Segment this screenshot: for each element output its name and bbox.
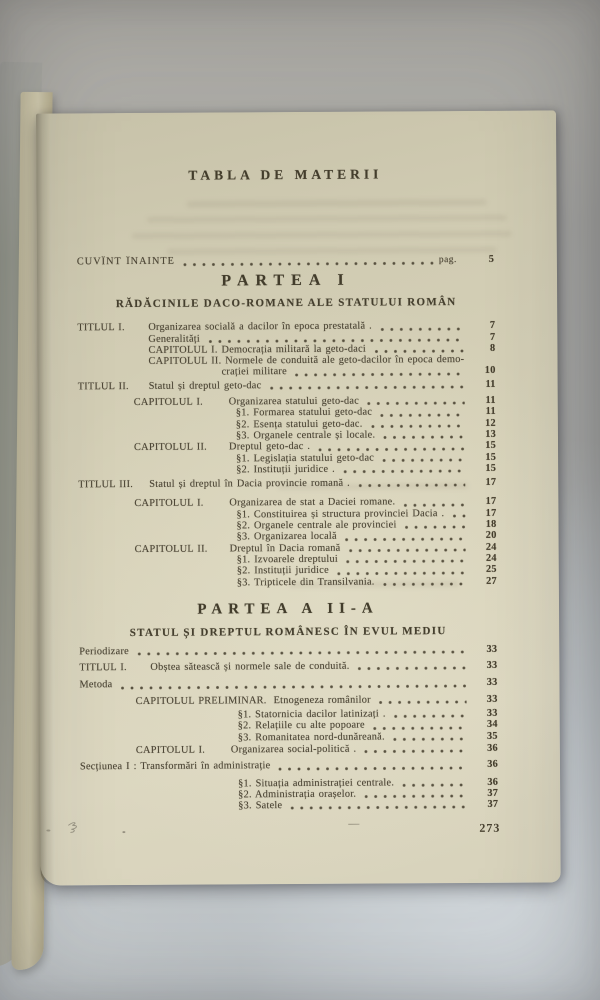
toc-entry-continuation [222,365,496,378]
toc-entry [238,730,498,743]
toc-entry [148,354,495,367]
entry-page: 25 [485,564,497,576]
dot-leader [452,514,465,518]
toc-entries [77,320,497,589]
foreword-label: CUVÎNT ÎNAINTE [76,255,175,268]
entry-page: 13 [485,428,497,440]
dot-leader [382,458,465,463]
entry-page: 8 [490,342,496,354]
toc-entry [79,660,497,674]
pag-label: pag. [438,255,457,266]
book-page [36,110,561,885]
entry-page: 11 [485,406,496,418]
entry-text: §2. Relațiile cu alte popoare [237,719,365,732]
part-heading: PARTEA I [221,271,351,290]
entry-page: 33 [486,693,498,705]
dot-leader [393,737,467,741]
entry-page: 36 [487,742,498,754]
entry-text: §2. Instituții juridice . [236,463,335,476]
entry-text: Generalități [148,333,201,345]
dot-leader [346,559,466,564]
entry-text: §3. Tripticele din Transilvania. [236,576,375,588]
entry-prefix: CAPITOLUL II. [134,543,208,555]
entry-text: §2. Esența statului geto-dac. [235,418,363,431]
entry-page: 24 [485,541,497,553]
dot-leader [364,749,467,754]
toc-part-1 [77,270,497,589]
entry-text: Obștea sătească și normele sale de conduită. [150,660,350,674]
toc-entry [136,743,498,757]
dot-leader [269,385,464,390]
dot-leader [383,435,465,439]
entry-text: CAPITOLUL II. Normele de conduită ale geto-dacilor în epoca demo- [148,354,465,368]
entry-text: §1. Formarea statului geto-dac [235,406,373,419]
dot-leader [343,469,465,474]
entry-page: 10 [484,365,496,377]
toc-entries [79,644,498,813]
toc-entry [78,379,496,393]
dot-leader [290,805,467,810]
entry-prefix: TITLUL I. [79,662,127,674]
entry-page: 35 [486,730,498,742]
entry-text: §3. Organele centrale și locale. [235,429,376,442]
entry-text: §2. Organele centrale ale provinciei [236,519,397,532]
dot-leader [380,413,465,418]
entry-text: Organizarea statului geto-dac [228,395,360,408]
toc-entry [79,677,497,691]
entry-page: 15 [485,440,497,452]
folio-number: 273 [479,820,501,835]
entry-page: 36 [487,758,499,771]
entry-page: 12 [485,417,496,429]
entry-page: 37 [487,798,499,810]
dot-leader [348,548,465,553]
entry-text: Etnogeneza românilor [273,694,371,706]
dot-leader [183,261,434,267]
entry-text: §1. Constituirea și structura provinciei Dacia . [236,507,445,521]
dot-leader [295,372,465,377]
page-title: TABLA DE MATERII [188,166,383,183]
dot-leader [383,582,466,587]
dot-leader [345,537,466,542]
entry-page: 36 [487,776,499,788]
dot-leader [137,650,466,656]
dot-leader [367,401,465,406]
entry-text: §3. Satele [238,800,283,812]
entry-text: §3. Romanitatea nord-dunăreană. [237,731,385,743]
toc-sections [77,270,498,813]
dot-leader [364,794,467,799]
dot-leader [120,684,466,690]
toc-entry [80,759,498,773]
dot-leader [337,571,466,576]
part-subheading: RĂDĂCINILE DACO-ROMANE ALE STATULUI ROMÂN [115,296,457,311]
entry-text: §1. Legislația statului geto-dac [236,452,375,464]
entry-text: Organizarea de stat a Daciei romane. [229,496,396,509]
dot-leader [394,714,467,718]
toc-entry [237,575,497,588]
toc-entry [136,693,498,707]
dot-leader [278,765,467,770]
entry-page: 17 [485,507,497,519]
toc-entry [236,463,496,476]
entry-page: 11 [485,378,496,390]
entry-prefix: TITLUL I. [77,322,125,334]
entry-page: 20 [485,530,497,542]
entry-page: 17 [485,496,497,508]
toc-entry [79,644,497,658]
entry-prefix: CAPITOLUL I. [133,396,204,409]
entry-page: 11 [485,394,496,406]
part-subheading: STATUL ȘI DREPTUL ROMÂNESC ÎN EVUL MEDIU [129,624,447,639]
entry-prefix: CAPITOLUL PRELIMINAR. [135,694,267,707]
entry-text: crației militare [221,366,287,378]
dot-leader [402,783,467,787]
entry-text: CAPITOLUL I. Democrația militară la geto-daci [148,343,367,356]
dash-mark: — [348,817,360,830]
entry-text: Organizarea socială a dacilor în epoca prestatală . [148,320,373,334]
pencil-mark-icon [64,817,86,839]
entry-text: §1. Situația administrației centrale. [238,776,395,789]
entry-page: 18 [485,518,497,530]
entry-text: Dreptul geto-dac . [229,441,311,453]
dot-leader [405,525,466,529]
entry-page: 33 [486,677,498,689]
entry-page: 24 [485,552,497,564]
dot-leader [374,349,464,354]
entry-prefix: TITLUL II. [77,380,129,393]
entry-page: 33 [486,643,498,655]
entry-prefix: CAPITOLUL I. [135,744,206,756]
entry-page: 34 [486,719,498,731]
paper-speck [46,830,50,832]
entry-text: Statul și dreptul în Dacia provincie romană . [149,477,350,491]
entry-text: §3. Organizarea locală [236,531,337,543]
part-heading: PARTEA A II-A [197,600,379,618]
dot-leader [379,700,467,705]
entry-text: §1. Izvoarele dreptului [236,553,339,566]
entry-page: 33 [486,707,498,719]
dot-leader [403,503,465,507]
toc-content [36,110,561,885]
entry-prefix: CAPITOLUL I. [134,498,204,510]
entry-text: Organizarea social-politică . [230,743,357,756]
toc-entry [238,799,498,812]
toc-entry [78,477,496,491]
entry-prefix: CAPITOLUL II. [134,441,207,454]
entry-page: 5 [488,253,495,265]
entry-prefix: TITLUL III. [78,479,134,491]
entry-page: 7 [489,320,496,332]
entry-page: 33 [486,659,498,671]
entry-text: Secțiunea I : Transformări în administrație [79,760,271,773]
entry-text: §1. Statornicia dacilor latinizați . [237,708,386,721]
entry-page: 17 [485,476,497,489]
entry-page: 15 [485,462,497,474]
dot-leader [371,424,465,429]
entry-text: Dreptul în Dacia romană [229,542,341,555]
paper-speck [122,831,125,833]
dot-leader [358,666,467,671]
dot-leader [380,327,464,332]
entry-text: §2. Instituții juridice [236,565,329,577]
foreword-entry [77,254,495,269]
entry-page: 15 [485,451,497,463]
entry-text: Periodizare [79,645,129,658]
entry-page: 37 [487,787,499,799]
toc-part-2 [79,599,498,813]
entry-page: 27 [486,575,497,587]
entry-text: Metoda [79,679,113,691]
entry-text: §2. Administrația orașelor. [238,788,357,801]
dot-leader [373,726,467,731]
dot-leader [358,483,465,488]
entry-page: 7 [489,331,496,343]
entry-text: Statul și dreptul geto-dac [148,379,262,392]
